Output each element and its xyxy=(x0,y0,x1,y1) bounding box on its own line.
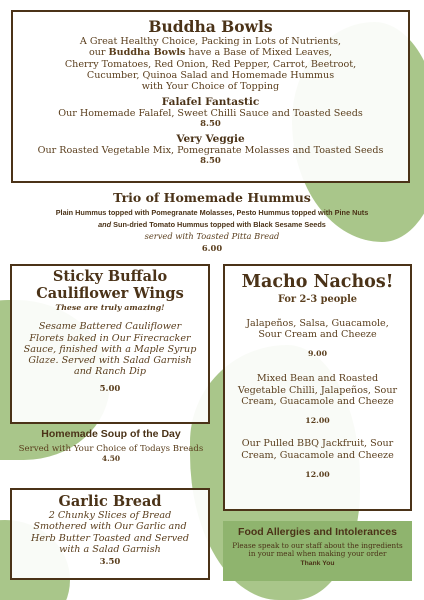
nachos-option-2-line-1: Mixed Bean and Roasted xyxy=(256,373,379,385)
wings-tagline: These are truly amazing! xyxy=(55,303,165,312)
wings-desc-5: and Ranch Dip xyxy=(74,366,146,378)
very-veggie-desc: Our Roasted Vegetable Mix, Pomegranate Molasses and Toasted Seeds xyxy=(37,144,384,156)
hummus-section xyxy=(0,190,424,254)
nachos-option-3-price: 12.00 xyxy=(305,470,330,480)
buddha-intro-2: our Buddha Bowls have a Base of Mixed Leaves, xyxy=(88,47,333,59)
nachos-option-2-line-2: Vegetable Chilli, Jalapeños, Sour xyxy=(237,384,398,396)
garlic-price: 3.50 xyxy=(99,557,121,568)
very-veggie-price: 8.50 xyxy=(200,156,221,167)
nachos-option-3-line-2: Cream, Guacamole and Cheeze xyxy=(241,449,394,461)
wings-desc-3: Sauce, finished with a Maple Syrup xyxy=(23,343,197,355)
cauliflower-wings-box xyxy=(10,264,210,424)
allergy-thanks: Thank You xyxy=(300,559,335,567)
macho-nachos-box xyxy=(223,264,412,511)
garlic-bread-box xyxy=(10,488,210,580)
hummus-price: 6.00 xyxy=(201,243,223,253)
wings-title-line-1: Sticky Buffalo xyxy=(52,268,168,285)
soup-price: 4.50 xyxy=(101,454,121,464)
buddha-intro-1: A Great Healthy Choice, Packing in Lots of Nutrients, xyxy=(79,36,342,47)
nachos-title: Macho Nachos! xyxy=(241,272,394,292)
nachos-option-1-line-1: Jalapeños, Salsa, Guacamole, xyxy=(246,317,389,329)
soup-section xyxy=(6,428,216,464)
very-veggie-name: Very Veggie xyxy=(176,132,245,145)
falafel-fantastic-price: 8.50 xyxy=(200,118,221,129)
garlic-desc-1: 2 Chunky Slices of Bread xyxy=(48,510,172,521)
hummus-title: Trio of Homemade Hummus xyxy=(113,190,311,205)
wings-price: 5.00 xyxy=(99,383,121,394)
buddha-intro-4: Cucumber, Quinoa Salad and Homemade Hummus xyxy=(86,69,335,81)
garlic-desc-3: Herb Butter Toasted and Served xyxy=(30,532,190,544)
garlic-bread-title: Garlic Bread xyxy=(58,493,162,510)
hummus-line-2: and Sun-dried Tomato Hummus topped with Black Sesame Seeds xyxy=(98,219,326,229)
falafel-fantastic-desc: Our Homemade Falafel, Sweet Chilli Sauce and Toasted Seeds xyxy=(58,107,363,119)
nachos-option-1-line-2: Sour Cream and Cheeze xyxy=(258,328,377,340)
buddha-bowls-title: Buddha Bowls xyxy=(148,17,273,36)
wings-desc-2: Florets baked in Our Firecracker xyxy=(29,332,191,344)
allergy-title: Food Allergies and Intolerances xyxy=(238,526,397,538)
wings-desc-1: Sesame Battered Cauliflower xyxy=(38,321,182,333)
soup-title: Homemade Soup of the Day xyxy=(41,428,181,440)
buddha-intro-5: with Your Choice of Topping xyxy=(141,81,280,93)
nachos-option-1-price: 9.00 xyxy=(308,349,327,359)
buddha-bowls-box xyxy=(11,10,410,183)
nachos-option-2-price: 12.00 xyxy=(305,416,330,426)
allergy-text-1: Please speak to our staff about the ingredients xyxy=(232,541,403,550)
allergy-panel xyxy=(223,521,412,581)
nachos-subtitle: For 2-3 people xyxy=(277,294,358,305)
falafel-fantastic-name: Falafel Fantastic xyxy=(161,95,260,108)
nachos-option-3-line-1: Our Pulled BBQ Jackfruit, Sour xyxy=(241,438,394,450)
garlic-desc-2: Smothered with Our Garlic and xyxy=(33,521,187,533)
nachos-option-2-line-3: Cream, Guacamole and Cheeze xyxy=(241,395,394,407)
allergy-text-2: in your meal when making your order xyxy=(248,549,387,559)
wings-desc-4: Glaze. Served with Salad Garnish xyxy=(28,355,192,367)
soup-desc: Served with Your Choice of Todays Breads xyxy=(18,444,204,454)
hummus-served: served with Toasted Pitta Bread xyxy=(144,231,280,242)
garlic-desc-4: with a Salad Garnish xyxy=(59,543,161,555)
buddha-intro-3: Cherry Tomatoes, Red Onion, Red Pepper, Carrot, Beetroot, xyxy=(64,58,357,70)
wings-title-line-2: Cauliflower Wings xyxy=(36,285,184,302)
hummus-line-1: Plain Hummus topped with Pomegranate Molasses, Pesto Hummus topped with Pine Nuts xyxy=(55,208,369,217)
